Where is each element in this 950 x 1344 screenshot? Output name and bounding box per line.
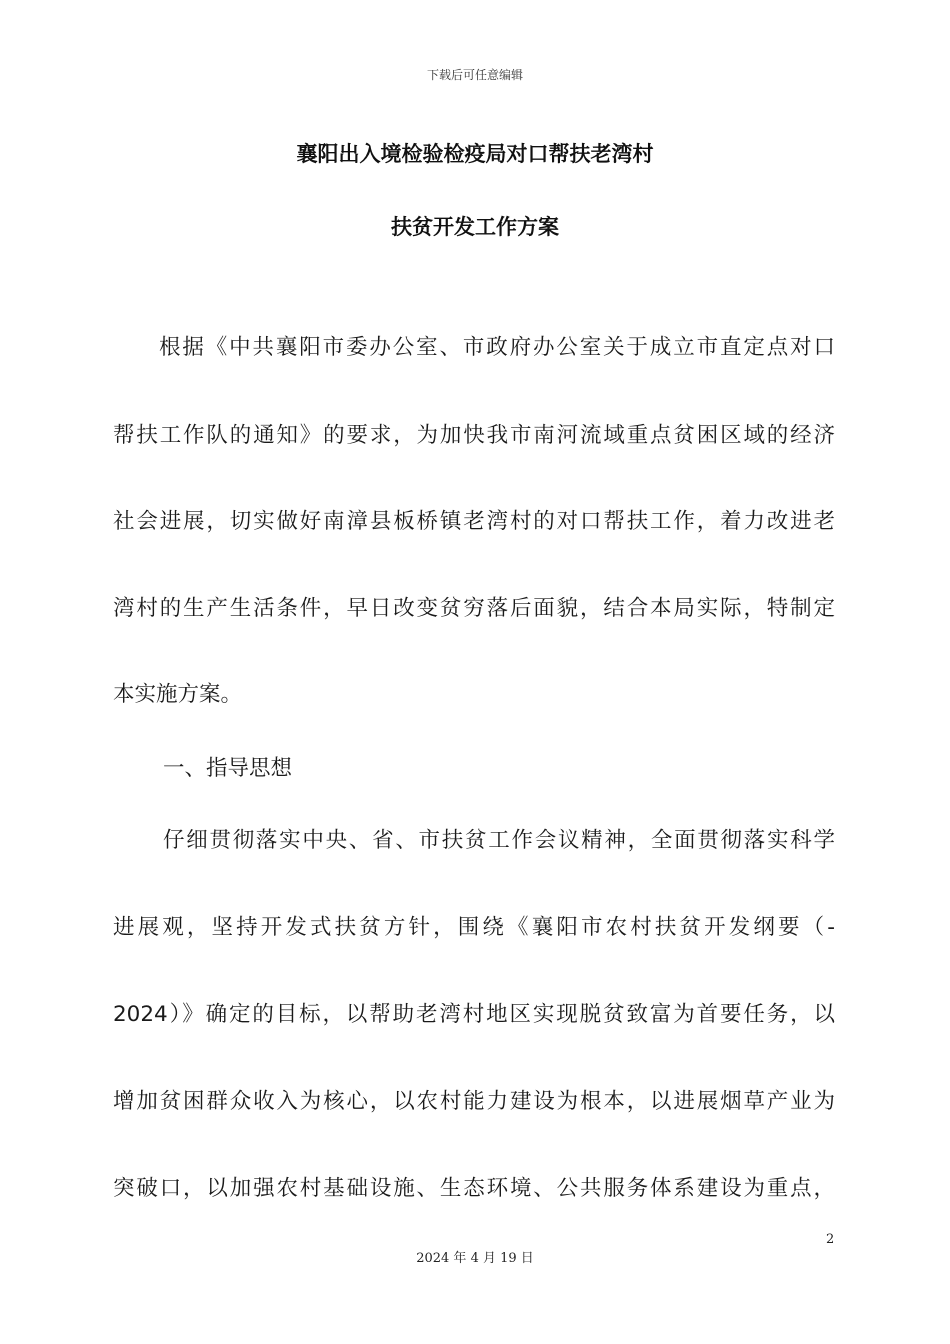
paragraph-line: 2024）》确定的目标，以帮助老湾村地区实现脱贫致富为首要任务，以 [113, 1002, 835, 1027]
section-heading: 一、指导思想 [163, 756, 293, 781]
paragraph-line: 进展观，坚持开发式扶贫方针，围绕《襄阳市农村扶贫开发纲要（- [113, 915, 835, 940]
page-number: 2 [826, 1232, 835, 1247]
document-title-line-1: 襄阳出入境检验检疫局对口帮扶老湾村 [296, 142, 654, 166]
paragraph-line: 本实施方案。 [113, 682, 243, 707]
header-note: 下载后可任意编辑 [426, 68, 523, 82]
document-title-line-2: 扶贫开发工作方案 [391, 215, 559, 239]
paragraph-line: 湾村的生产生活条件，早日改变贫穷落后面貌，结合本局实际，特制定 [113, 596, 835, 621]
paragraph-line: 帮扶工作队的通知》的要求，为加快我市南河流域重点贫困区域的经济 [113, 423, 835, 448]
paragraph-line: 社会进展，切实做好南漳县板桥镇老湾村的对口帮扶工作，着力改进老 [113, 509, 835, 534]
paragraph-line: 突破口，以加强农村基础设施、生态环境、公共服务体系建设为重点， [113, 1176, 835, 1201]
paragraph-line: 增加贫困群众收入为核心，以农村能力建设为根本，以进展烟草产业为 [113, 1089, 835, 1114]
paragraph-line: 根据《中共襄阳市委办公室、市政府办公室关于成立市直定点对口 [159, 335, 835, 360]
paragraph-line: 仔细贯彻落实中央、省、市扶贫工作会议精神，全面贯彻落实科学 [163, 828, 835, 853]
footer-date: 2024 年 4 月 19 日 [416, 1251, 534, 1266]
